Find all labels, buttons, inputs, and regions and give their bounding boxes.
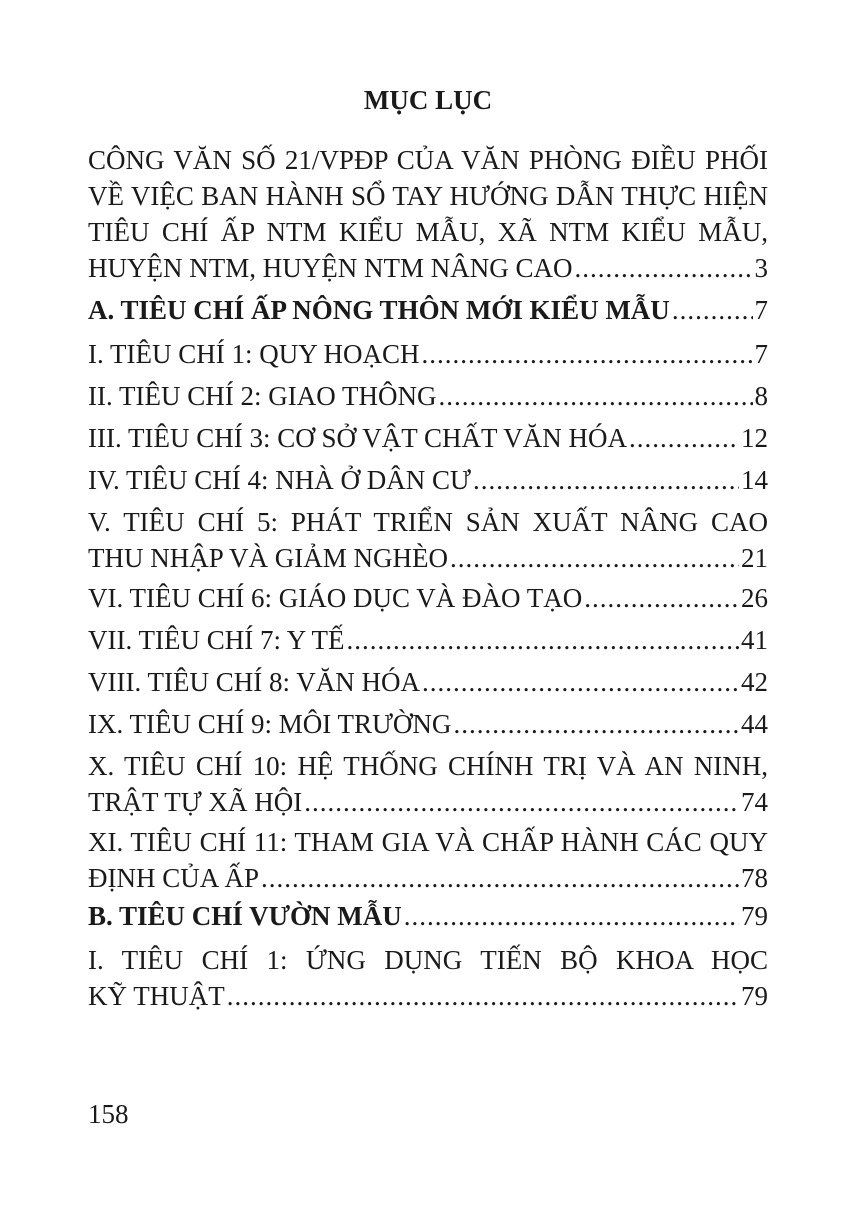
toc-entry-title: B. TIÊU CHÍ VƯỜN MẪU [88, 901, 402, 931]
toc-entry-line: XI. TIÊU CHÍ 11: THAM GIA VÀ CHẤP HÀNH CÁC QUY [88, 827, 768, 857]
toc-entry-title: HUYỆN NTM, HUYỆN NTM NÂNG CAO [88, 253, 573, 283]
toc-entry-title: VII. TIÊU CHÍ 7: Y TẾ [88, 625, 345, 655]
toc-page-number: 26 [741, 583, 768, 613]
toc-page-number: 21 [741, 543, 768, 573]
toc-entry-a-1[interactable] [88, 336, 768, 372]
toc-entry-a-10[interactable] [88, 748, 768, 820]
toc-page-number: 44 [741, 709, 768, 739]
toc-page-number: 79 [741, 901, 768, 931]
toc-entry-a-3[interactable] [88, 420, 768, 456]
toc-page-number: 41 [741, 625, 768, 655]
toc-entry-title: I. TIÊU CHÍ 1: QUY HOẠCH [88, 339, 420, 369]
toc-page-number: 8 [754, 381, 768, 411]
dot-leader [574, 250, 752, 286]
page-title: MỤC LỤC [363, 85, 493, 115]
dot-leader [672, 292, 753, 328]
toc-entry-title: KỸ THUẬT [88, 981, 225, 1011]
dot-leader [438, 378, 752, 414]
dot-leader [261, 860, 739, 896]
toc-entry-a-5[interactable] [88, 504, 768, 576]
toc-entry-line: TIÊU CHÍ ẤP NTM KIỂU MẪU, XÃ NTM KIỂU MẪU, [88, 217, 768, 247]
toc-entry-b-1[interactable] [88, 942, 768, 1014]
dot-leader [629, 420, 739, 456]
toc-entry-title: THU NHẬP VÀ GIẢM NGHÈO [88, 543, 448, 573]
dot-leader [584, 580, 739, 616]
toc-entry-a-4[interactable] [88, 462, 768, 498]
dot-leader [473, 462, 739, 498]
toc-entry-title: IV. TIÊU CHÍ 4: NHÀ Ở DÂN CƯ [88, 465, 471, 495]
toc-entry-section-a[interactable] [88, 292, 768, 328]
dot-leader [422, 664, 739, 700]
toc-page-number: 74 [741, 787, 768, 817]
toc-entry-a-8[interactable] [88, 664, 768, 700]
toc-page-number: 7 [754, 295, 768, 325]
toc-entry-cong-van[interactable] [88, 142, 768, 286]
toc-entry-a-2[interactable] [88, 378, 768, 414]
toc-entry-section-b[interactable] [88, 898, 768, 934]
toc-entry-a-11[interactable] [88, 824, 768, 896]
dot-leader [453, 706, 739, 742]
toc-page-number: 12 [741, 423, 768, 453]
toc-entry-title: III. TIÊU CHÍ 3: CƠ SỞ VẬT CHẤT VĂN HÓA [88, 423, 628, 453]
toc-entry-line: VỀ VIỆC BAN HÀNH SỔ TAY HƯỚNG DẪN THỰC HIỆN [88, 181, 768, 211]
toc-entry-title: ĐỊNH CỦA ẤP [88, 863, 260, 893]
dot-leader [346, 622, 739, 658]
toc-entry-line: X. TIÊU CHÍ 10: HỆ THỐNG CHÍNH TRỊ VÀ AN NINH, [88, 751, 768, 781]
page-folio-number: 158 [88, 1099, 129, 1129]
dot-leader [404, 898, 739, 934]
toc-entry-line: CÔNG VĂN SỐ 21/VPĐP CỦA VĂN PHÒNG ĐIỀU PHỐI [88, 145, 768, 175]
toc-page-number: 42 [741, 667, 768, 697]
toc-page-number: 7 [754, 339, 768, 369]
toc-page-number: 79 [741, 981, 768, 1011]
dot-leader [227, 978, 739, 1014]
toc-entry-title: A. TIÊU CHÍ ẤP NÔNG THÔN MỚI KIỂU MẪU [88, 295, 670, 325]
toc-entry-a-7[interactable] [88, 622, 768, 658]
toc-entry-title: VI. TIÊU CHÍ 6: GIÁO DỤC VÀ ĐÀO TẠO [88, 583, 583, 613]
toc-entry-title: TRẬT TỰ XÃ HỘI [88, 787, 303, 817]
toc-page-number: 3 [754, 253, 768, 283]
dot-leader [450, 540, 739, 576]
toc-entry-title: VIII. TIÊU CHÍ 8: VĂN HÓA [88, 667, 420, 697]
toc-page-number: 14 [741, 465, 768, 495]
dot-leader [421, 336, 752, 372]
toc-entry-line: I. TIÊU CHÍ 1: ỨNG DỤNG TIẾN BỘ KHOA HỌC [88, 945, 768, 975]
toc-entry-title: II. TIÊU CHÍ 2: GIAO THÔNG [88, 381, 437, 411]
dot-leader [304, 784, 739, 820]
toc-entry-line: V. TIÊU CHÍ 5: PHÁT TRIỂN SẢN XUẤT NÂNG CAO [88, 507, 768, 537]
toc-entry-a-9[interactable] [88, 706, 768, 742]
toc-entry-a-6[interactable] [88, 580, 768, 616]
toc-entry-title: IX. TIÊU CHÍ 9: MÔI TRƯỜNG [88, 709, 452, 739]
toc-page-number: 78 [741, 863, 768, 893]
